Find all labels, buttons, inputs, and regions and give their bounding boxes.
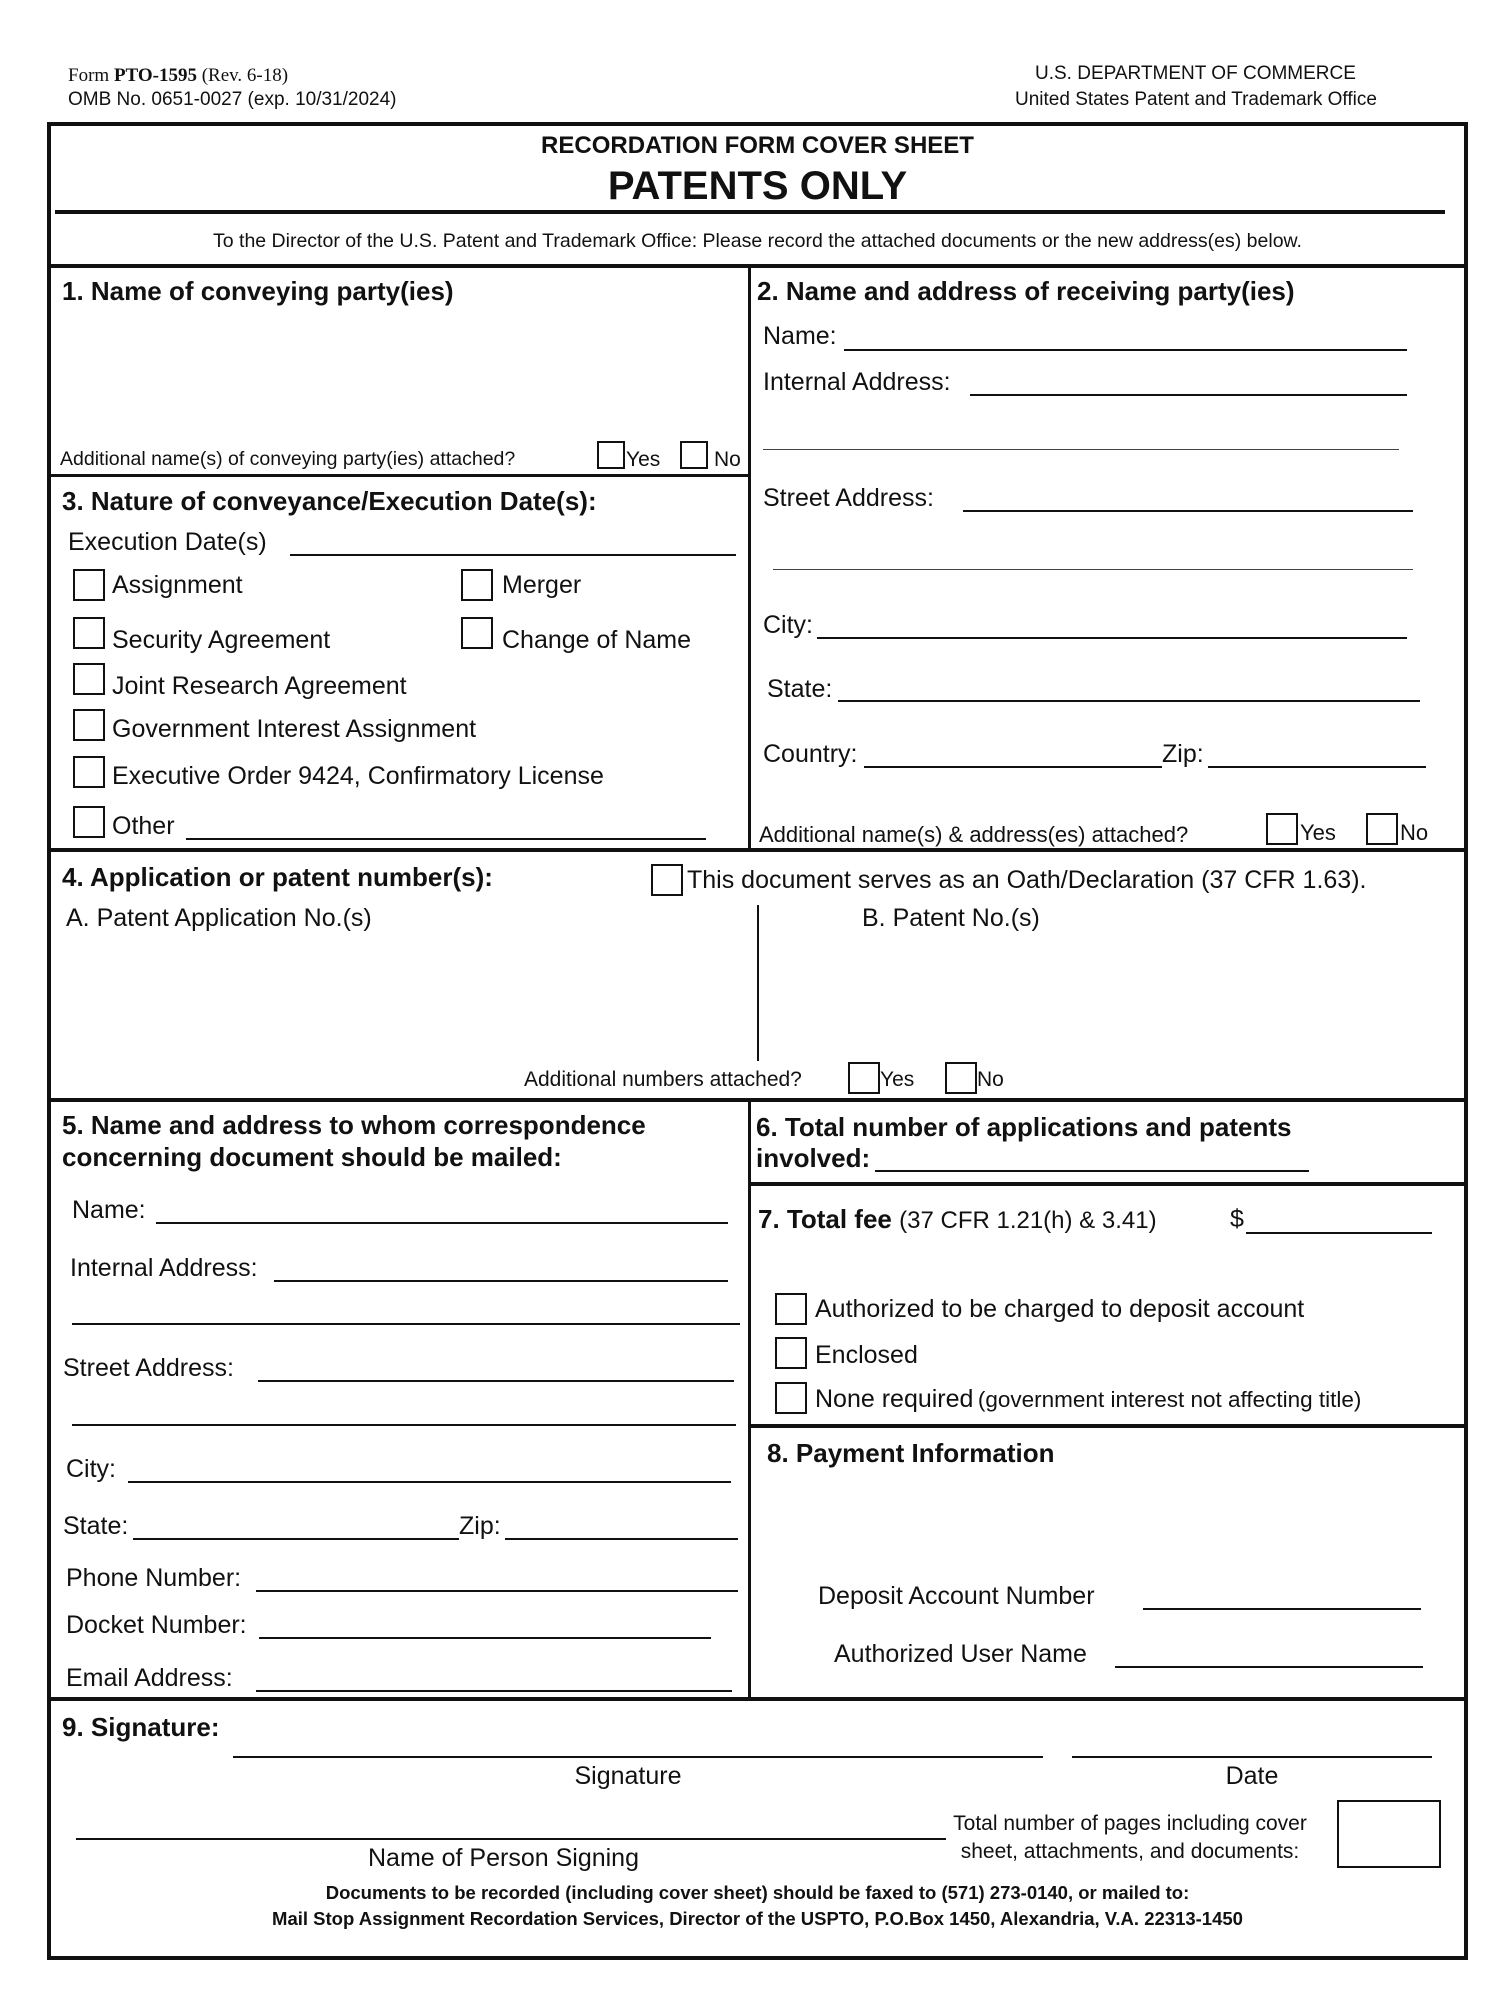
footer-line-2: Mail Stop Assignment Recordation Services, Director of the USPTO, P.O.Box 1450, Alexandria, V.A. 22313-1450 <box>272 1908 1243 1929</box>
total-applications-field[interactable] <box>875 1170 1309 1172</box>
s2-additional: Additional name(s) & address(es) attached? <box>759 822 1189 847</box>
oath-checkbox[interactable] <box>651 864 683 896</box>
section-3-heading: 3. Nature of conveyance/Execution Date(s): <box>62 486 597 516</box>
s2-city-label: City: <box>763 611 813 639</box>
section-1-heading: 1. Name of conveying party(ies) <box>62 276 454 306</box>
omb-number: OMB No. 0651-0027 (exp. 10/31/2024) <box>68 89 397 110</box>
none-required-checkbox[interactable] <box>775 1382 807 1414</box>
s2-country-field[interactable] <box>864 766 1162 768</box>
s5-state-field[interactable] <box>133 1538 459 1540</box>
signature-label: Signature <box>574 1762 682 1790</box>
enclosed-checkbox[interactable] <box>775 1337 807 1369</box>
section-5-heading: 5. Name and address to whom correspondence <box>62 1110 646 1140</box>
date-field[interactable] <box>1072 1756 1432 1758</box>
rule-6-7 <box>748 1182 1464 1186</box>
enclosed-label: Enclosed <box>815 1341 918 1369</box>
s2-state-field[interactable] <box>838 700 1420 702</box>
s2-state-label: State: <box>767 675 833 703</box>
section-1-no-label: No <box>714 448 741 471</box>
s2-city-field[interactable] <box>817 637 1407 639</box>
s5-name-label: Name: <box>72 1196 146 1224</box>
deposit-account-label: Deposit Account Number <box>818 1582 1095 1610</box>
s4-yes-label: Yes <box>880 1068 915 1091</box>
other-field[interactable] <box>186 838 706 840</box>
form-subtitle: PATENTS ONLY <box>607 164 908 208</box>
rule-8-9 <box>51 1697 1464 1701</box>
s2-street-field[interactable] <box>963 510 1413 512</box>
s2-street-label: Street Address: <box>763 484 934 512</box>
s2-name-label: Name: <box>763 322 837 350</box>
total-pages-label: Total number of pages including cover sheet, attachments, and documents: <box>953 1812 1307 1863</box>
execution-date-label: Execution Date(s) <box>68 528 267 556</box>
s5-phone-label: Phone Number: <box>66 1564 242 1592</box>
section-6-heading-2: involved: <box>756 1143 871 1173</box>
dollar-sign: $ <box>1230 1205 1244 1233</box>
section-7-heading: 7. Total fee (37 CFR 1.21(h) & 3.41) <box>758 1204 1157 1234</box>
s5-street-field-2[interactable] <box>72 1424 736 1426</box>
assignment-label: Assignment <box>112 571 243 599</box>
patent-application-label: A. Patent Application No.(s) <box>66 904 372 932</box>
signature-field[interactable] <box>233 1756 1043 1758</box>
assignment-checkbox[interactable] <box>73 569 105 601</box>
section-4-divider <box>757 905 759 1061</box>
s2-country-label: Country: <box>763 740 858 768</box>
total-fee-field[interactable] <box>1246 1232 1432 1234</box>
s2-yes-label: Yes <box>1300 820 1336 845</box>
person-signing-field[interactable] <box>76 1838 946 1840</box>
title-rule <box>55 210 1445 214</box>
other-checkbox[interactable] <box>73 806 105 838</box>
section-8-heading: 8. Payment Information <box>767 1438 1055 1468</box>
s2-internal-label: Internal Address: <box>763 368 951 396</box>
s2-no-checkbox[interactable] <box>1366 813 1398 845</box>
s2-no-label: No <box>1400 820 1429 845</box>
section-2-heading: 2. Name and address of receiving party(ies) <box>757 276 1295 306</box>
office-name: United States Patent and Trademark Office <box>1015 89 1377 110</box>
s5-email-label: Email Address: <box>66 1664 233 1692</box>
rule-7-8 <box>748 1424 1464 1428</box>
oath-label: This document serves as an Oath/Declaration (37 CFR 1.63). <box>687 866 1367 894</box>
s5-internal-field[interactable] <box>274 1280 728 1282</box>
joint-research-label: Joint Research Agreement <box>112 672 407 700</box>
change-of-name-label: Change of Name <box>502 626 692 654</box>
s4-no-label: No <box>977 1068 1004 1091</box>
deposit-account-field[interactable] <box>1143 1608 1421 1610</box>
execution-date-field[interactable] <box>290 554 736 556</box>
s5-internal-field-2[interactable] <box>72 1323 740 1325</box>
joint-research-checkbox[interactable] <box>73 663 105 695</box>
s5-city-field[interactable] <box>128 1481 731 1483</box>
rule-4-5 <box>51 1098 1464 1102</box>
government-interest-label: Government Interest Assignment <box>112 715 477 743</box>
rule-1-3 <box>51 474 748 477</box>
s5-state-label: State: <box>63 1512 129 1540</box>
government-interest-checkbox[interactable] <box>73 709 105 741</box>
s4-yes-checkbox[interactable] <box>848 1062 880 1094</box>
authorized-checkbox[interactable] <box>775 1293 807 1325</box>
total-pages-box[interactable] <box>1337 1800 1441 1868</box>
executive-order-checkbox[interactable] <box>73 756 105 788</box>
s5-zip-field[interactable] <box>505 1538 738 1540</box>
divider-1-2 <box>748 264 751 850</box>
rule-top <box>51 264 1464 268</box>
rule-3-4 <box>51 848 1464 852</box>
none-required-label: None required (government interest not affecting title) <box>815 1385 1362 1413</box>
section-9-heading: 9. Signature: <box>62 1712 220 1742</box>
merger-checkbox[interactable] <box>461 569 493 601</box>
form-title: RECORDATION FORM COVER SHEET <box>541 132 974 159</box>
merger-label: Merger <box>502 571 582 599</box>
s2-zip-field[interactable] <box>1208 766 1426 768</box>
authorized-label: Authorized to be charged to deposit account <box>815 1295 1305 1323</box>
security-agreement-label: Security Agreement <box>112 626 331 654</box>
s5-name-field[interactable] <box>156 1222 728 1224</box>
divider-5-6 <box>748 1098 751 1698</box>
other-label: Other <box>112 812 175 840</box>
s4-additional: Additional numbers attached? <box>524 1068 802 1091</box>
section-6-heading: 6. Total number of applications and patents <box>756 1112 1292 1142</box>
person-signing-label: Name of Person Signing <box>368 1844 639 1872</box>
s4-no-checkbox[interactable] <box>945 1062 977 1094</box>
s5-docket-label: Docket Number: <box>66 1611 247 1639</box>
department-name: U.S. DEPARTMENT OF COMMERCE <box>1035 63 1356 84</box>
s5-street-label: Street Address: <box>63 1354 234 1382</box>
s2-zip-label: Zip: <box>1162 740 1204 768</box>
security-agreement-checkbox[interactable] <box>73 617 105 649</box>
s2-name-field[interactable] <box>844 349 1407 351</box>
date-label: Date <box>1225 1762 1279 1790</box>
s5-street-field[interactable] <box>258 1380 734 1382</box>
s5-email-field[interactable] <box>256 1690 732 1692</box>
s2-internal-field[interactable] <box>970 394 1407 396</box>
s5-zip-label: Zip: <box>459 1512 501 1540</box>
s2-street-field-2[interactable] <box>773 569 1413 570</box>
s2-internal-field-2[interactable] <box>763 449 1399 450</box>
section-1-additional: Additional name(s) of conveying party(ies) attached? <box>60 448 516 470</box>
footer-line-1: Documents to be recorded (including cover sheet) should be faxed to (571) 273-0140, or mailed to: <box>325 1882 1190 1903</box>
section-4-heading: 4. Application or patent number(s): <box>62 862 493 892</box>
authorized-user-field[interactable] <box>1115 1666 1423 1668</box>
section-5-heading-2: concerning document should be mailed: <box>62 1142 562 1172</box>
change-of-name-checkbox[interactable] <box>461 617 493 649</box>
s2-yes-checkbox[interactable] <box>1266 813 1298 845</box>
s5-internal-label: Internal Address: <box>70 1254 258 1282</box>
section-1-yes-checkbox[interactable] <box>597 441 625 469</box>
executive-order-label: Executive Order 9424, Confirmatory License <box>112 762 604 790</box>
s5-city-label: City: <box>66 1455 116 1483</box>
section-1-no-checkbox[interactable] <box>680 441 708 469</box>
s5-phone-field[interactable] <box>256 1590 738 1592</box>
authorized-user-label: Authorized User Name <box>834 1640 1087 1668</box>
instruction-text: To the Director of the U.S. Patent and Trademark Office: Please record the attached documents or the new address(es) below. <box>213 230 1302 252</box>
section-1-yes-label: Yes <box>626 448 661 471</box>
form-number: Form PTO-1595 (Rev. 6-18) <box>68 65 289 86</box>
patent-number-label: B. Patent No.(s) <box>862 904 1040 932</box>
s5-docket-field[interactable] <box>259 1637 711 1639</box>
